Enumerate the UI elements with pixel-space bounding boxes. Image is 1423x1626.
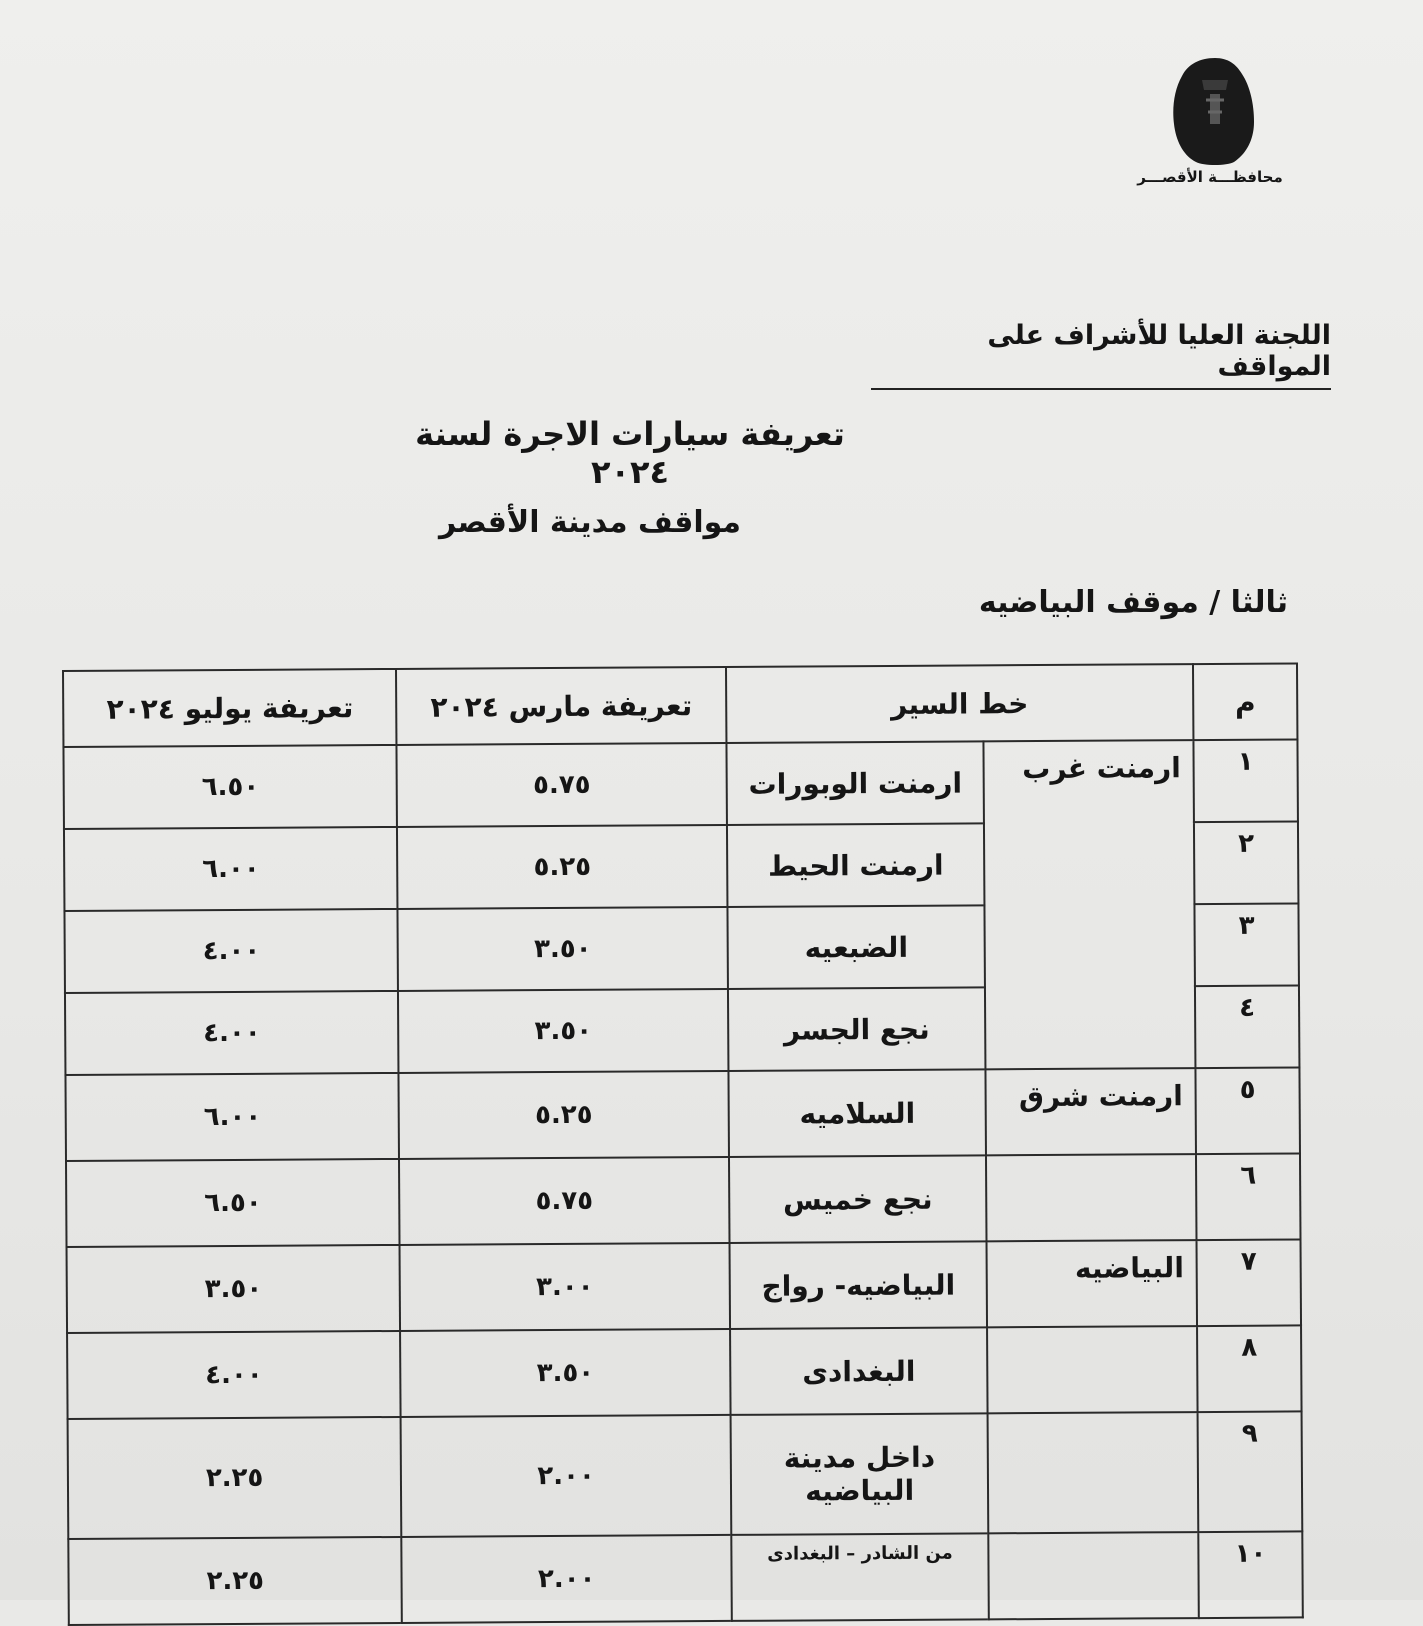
header-march: تعريفة مارس ٢٠٢٤ <box>396 667 726 745</box>
zone-cell <box>989 1532 1199 1619</box>
zone-cell: ارمنت شرق <box>986 1068 1196 1155</box>
document-title: تعريفة سيارات الاجرة لسنة ٢٠٢٤ <box>415 415 845 491</box>
table-row <box>68 1411 1303 1539</box>
table-row <box>67 1239 1302 1333</box>
table-row <box>67 1325 1302 1419</box>
march-fare: ٥.٢٥ <box>397 825 727 909</box>
july-fare: ٦.٠٠ <box>64 827 398 911</box>
route-cell: البغدادى <box>730 1327 988 1415</box>
zone-cell: البياضيه <box>987 1240 1197 1327</box>
route-cell: ارمنت الحيط <box>727 823 985 907</box>
table-row <box>68 1531 1303 1625</box>
document-subtitle: مواقف مدينة الأقصر <box>438 505 742 540</box>
row-num: ٨ <box>1197 1325 1301 1412</box>
row-num: ٩ <box>1198 1411 1303 1532</box>
march-fare: ٢.٠٠ <box>401 1415 731 1537</box>
fare-table <box>62 662 1304 1626</box>
table-row <box>66 1153 1301 1247</box>
march-fare: ٣.٠٠ <box>400 1243 730 1331</box>
route-cell: السلاميه <box>728 1069 986 1157</box>
header-july: تعريفة يوليو ٢٠٢٤ <box>63 669 397 747</box>
section-heading: ثالثا / موقف البياضيه <box>978 585 1288 620</box>
row-num: ٢ <box>1194 821 1298 904</box>
route-cell: الضبعيه <box>727 905 985 989</box>
zone-cell: ارمنت غرب <box>984 740 1196 1069</box>
march-fare: ٣.٥٠ <box>398 989 728 1073</box>
zone-cell <box>988 1412 1198 1533</box>
table-header-row <box>63 663 1297 747</box>
march-fare: ٢.٠٠ <box>402 1535 732 1623</box>
july-fare: ٤.٠٠ <box>67 1331 401 1419</box>
july-fare: ٢.٢٥ <box>68 1417 402 1539</box>
march-fare: ٣.٥٠ <box>398 907 728 991</box>
row-num: ٣ <box>1195 903 1299 986</box>
row-num: ٦ <box>1196 1153 1300 1240</box>
march-fare: ٥.٧٥ <box>397 743 727 827</box>
route-cell: من الشادر – البغدادى <box>731 1533 989 1621</box>
july-fare: ٢.٢٥ <box>68 1537 402 1625</box>
route-cell: نجع الجسر <box>728 987 986 1071</box>
zone-cell <box>987 1326 1197 1413</box>
row-num: ٤ <box>1195 985 1299 1068</box>
march-fare: ٥.٧٥ <box>399 1157 729 1245</box>
row-num: ٥ <box>1196 1067 1300 1154</box>
july-fare: ٤.٠٠ <box>64 909 398 993</box>
row-num: ١ <box>1194 739 1298 822</box>
header-num: م <box>1193 663 1297 740</box>
march-fare: ٣.٥٠ <box>400 1329 730 1417</box>
route-cell: داخل مدينة البياضيه <box>730 1413 988 1535</box>
row-num: ١٠ <box>1198 1531 1302 1618</box>
table-row <box>63 739 1297 829</box>
july-fare: ٦.٥٠ <box>66 1159 400 1247</box>
july-fare: ٦.٠٠ <box>65 1073 399 1161</box>
route-cell: نجع خميس <box>729 1155 987 1243</box>
route-cell: ارمنت الوبورات <box>726 741 984 825</box>
zone-cell <box>986 1154 1196 1241</box>
header-route: خط السير <box>726 664 1194 743</box>
logo-caption: محافظـــة الأقصـــر <box>1137 168 1283 186</box>
july-fare: ٤.٠٠ <box>65 991 399 1075</box>
july-fare: ٣.٥٠ <box>67 1245 401 1333</box>
march-fare: ٥.٢٥ <box>399 1071 729 1159</box>
july-fare: ٦.٥٠ <box>63 745 397 829</box>
table-row <box>65 1067 1300 1161</box>
committee-heading: اللجنة العليا للأشراف على المواقف <box>871 320 1331 390</box>
route-cell: البياضيه- رواج <box>729 1241 987 1329</box>
row-num: ٧ <box>1197 1239 1301 1326</box>
